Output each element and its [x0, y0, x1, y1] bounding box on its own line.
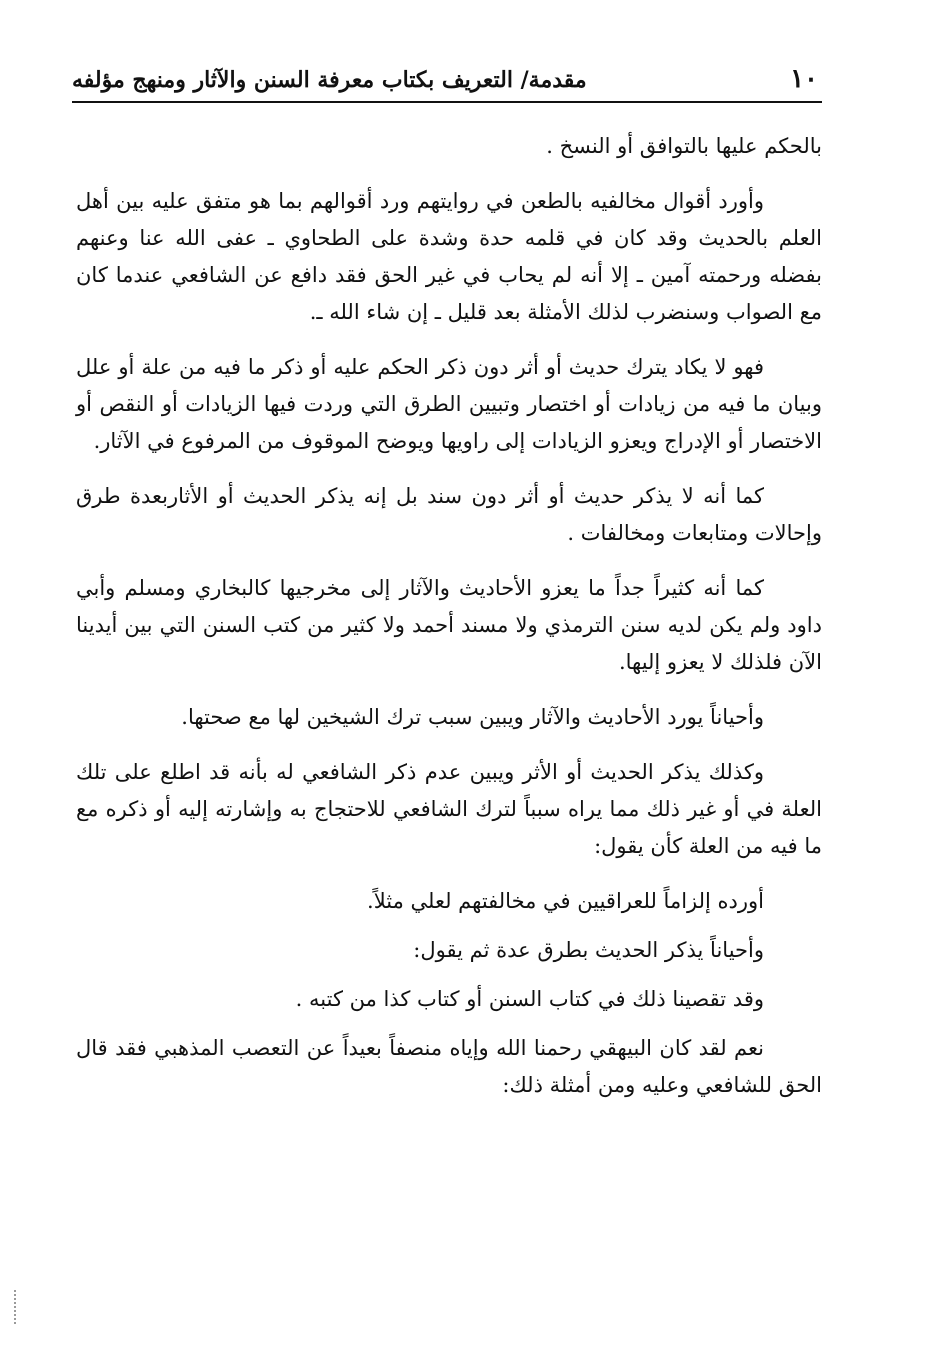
header-divider [72, 101, 822, 103]
paragraph-1: بالحكم عليها بالتوافق أو النسخ . [546, 134, 822, 158]
quote-1: أورده إلزاماً للعراقيين في مخالفتهم لعلي مثلاً. [367, 889, 764, 913]
paragraph-2: وأورد أقوال مخالفيه بالطعن في روايتهم ورد أقوالهم بما هو متفق عليه بين أهل العلم بالحديث وقد كان في قلمه حدة وشدة على الطحاوي ـ عفى الله عنا وعنهم بفضله ورحمته آمين ـ إلا أنه لم يحاب في غير الحق فقد دافع عن الشافعي عندما كان مع الصواب وسنضرب لذلك الأمثلة بعد قليل ـ إن شاء الله ـ. [76, 189, 822, 324]
scan-margin-mark [14, 1290, 22, 1324]
paragraph-8: نعم لقد كان البيهقي رحمنا الله وإياه منصفاً بعيداً عن التعصب المذهبي فقد قال الحق للشافعي وعليه ومن أمثلة ذلك: [76, 1036, 822, 1097]
page-number: ١٠ [790, 64, 818, 94]
paragraph-7: وكذلك يذكر الحديث أو الأثر ويبين عدم ذكر الشافعي له بأنه قد اطلع على تلك العلة في أو غير ذلك مما يراه سبباً لترك الشافعي للاحتجاج به وإشارته إليه أو ذكره مع ما فيه من العلة كأن يقول: [76, 760, 822, 858]
page-header [72, 58, 822, 100]
paragraph-3: فهو لا يكاد يترك حديث أو أثر دون ذكر الحكم عليه أو ذكر ما فيه من علة أو علل وبيان ما فيه من زيادات أو اختصار وتبيين الطرق التي وردت فيها الزيادات أو النقص أو الاختصار أو الإدراج ويعزو الزيادات إلى راويها ويوضح الموقوف من المرفوع في الآثار. [76, 355, 822, 453]
paragraph-6: وأحياناً يورد الأحاديث والآثار ويبين سبب ترك الشيخين لها مع صحتها. [181, 705, 764, 729]
paragraph-4: كما أنه لا يذكر حديث أو أثر دون سند بل إنه يذكر الحديث أو الأثاربعدة طرق وإحالات ومتابعات ومخالفات . [76, 484, 822, 545]
quote-2: وأحياناً يذكر الحديث بطرق عدة ثم يقول: [413, 938, 764, 962]
quote-3: وقد تقصينا ذلك في كتاب السنن أو كتاب كذا من كتبه . [295, 987, 764, 1011]
body-text [76, 128, 822, 1122]
running-title: مقدمة/ التعريف بكتاب معرفة السنن والآثار ومنهج مؤلفه [72, 67, 587, 93]
paragraph-5: كما أنه كثيراً جداً ما يعزو الأحاديث والآثار إلى مخرجيها كالبخاري ومسلم وأبي داود ولم يكن لديه سنن الترمذي ولا مسند أحمد ولا كثير من كتب السنن التي بين أيدينا الآن فلذلك لا يعزو إليها. [76, 576, 822, 674]
